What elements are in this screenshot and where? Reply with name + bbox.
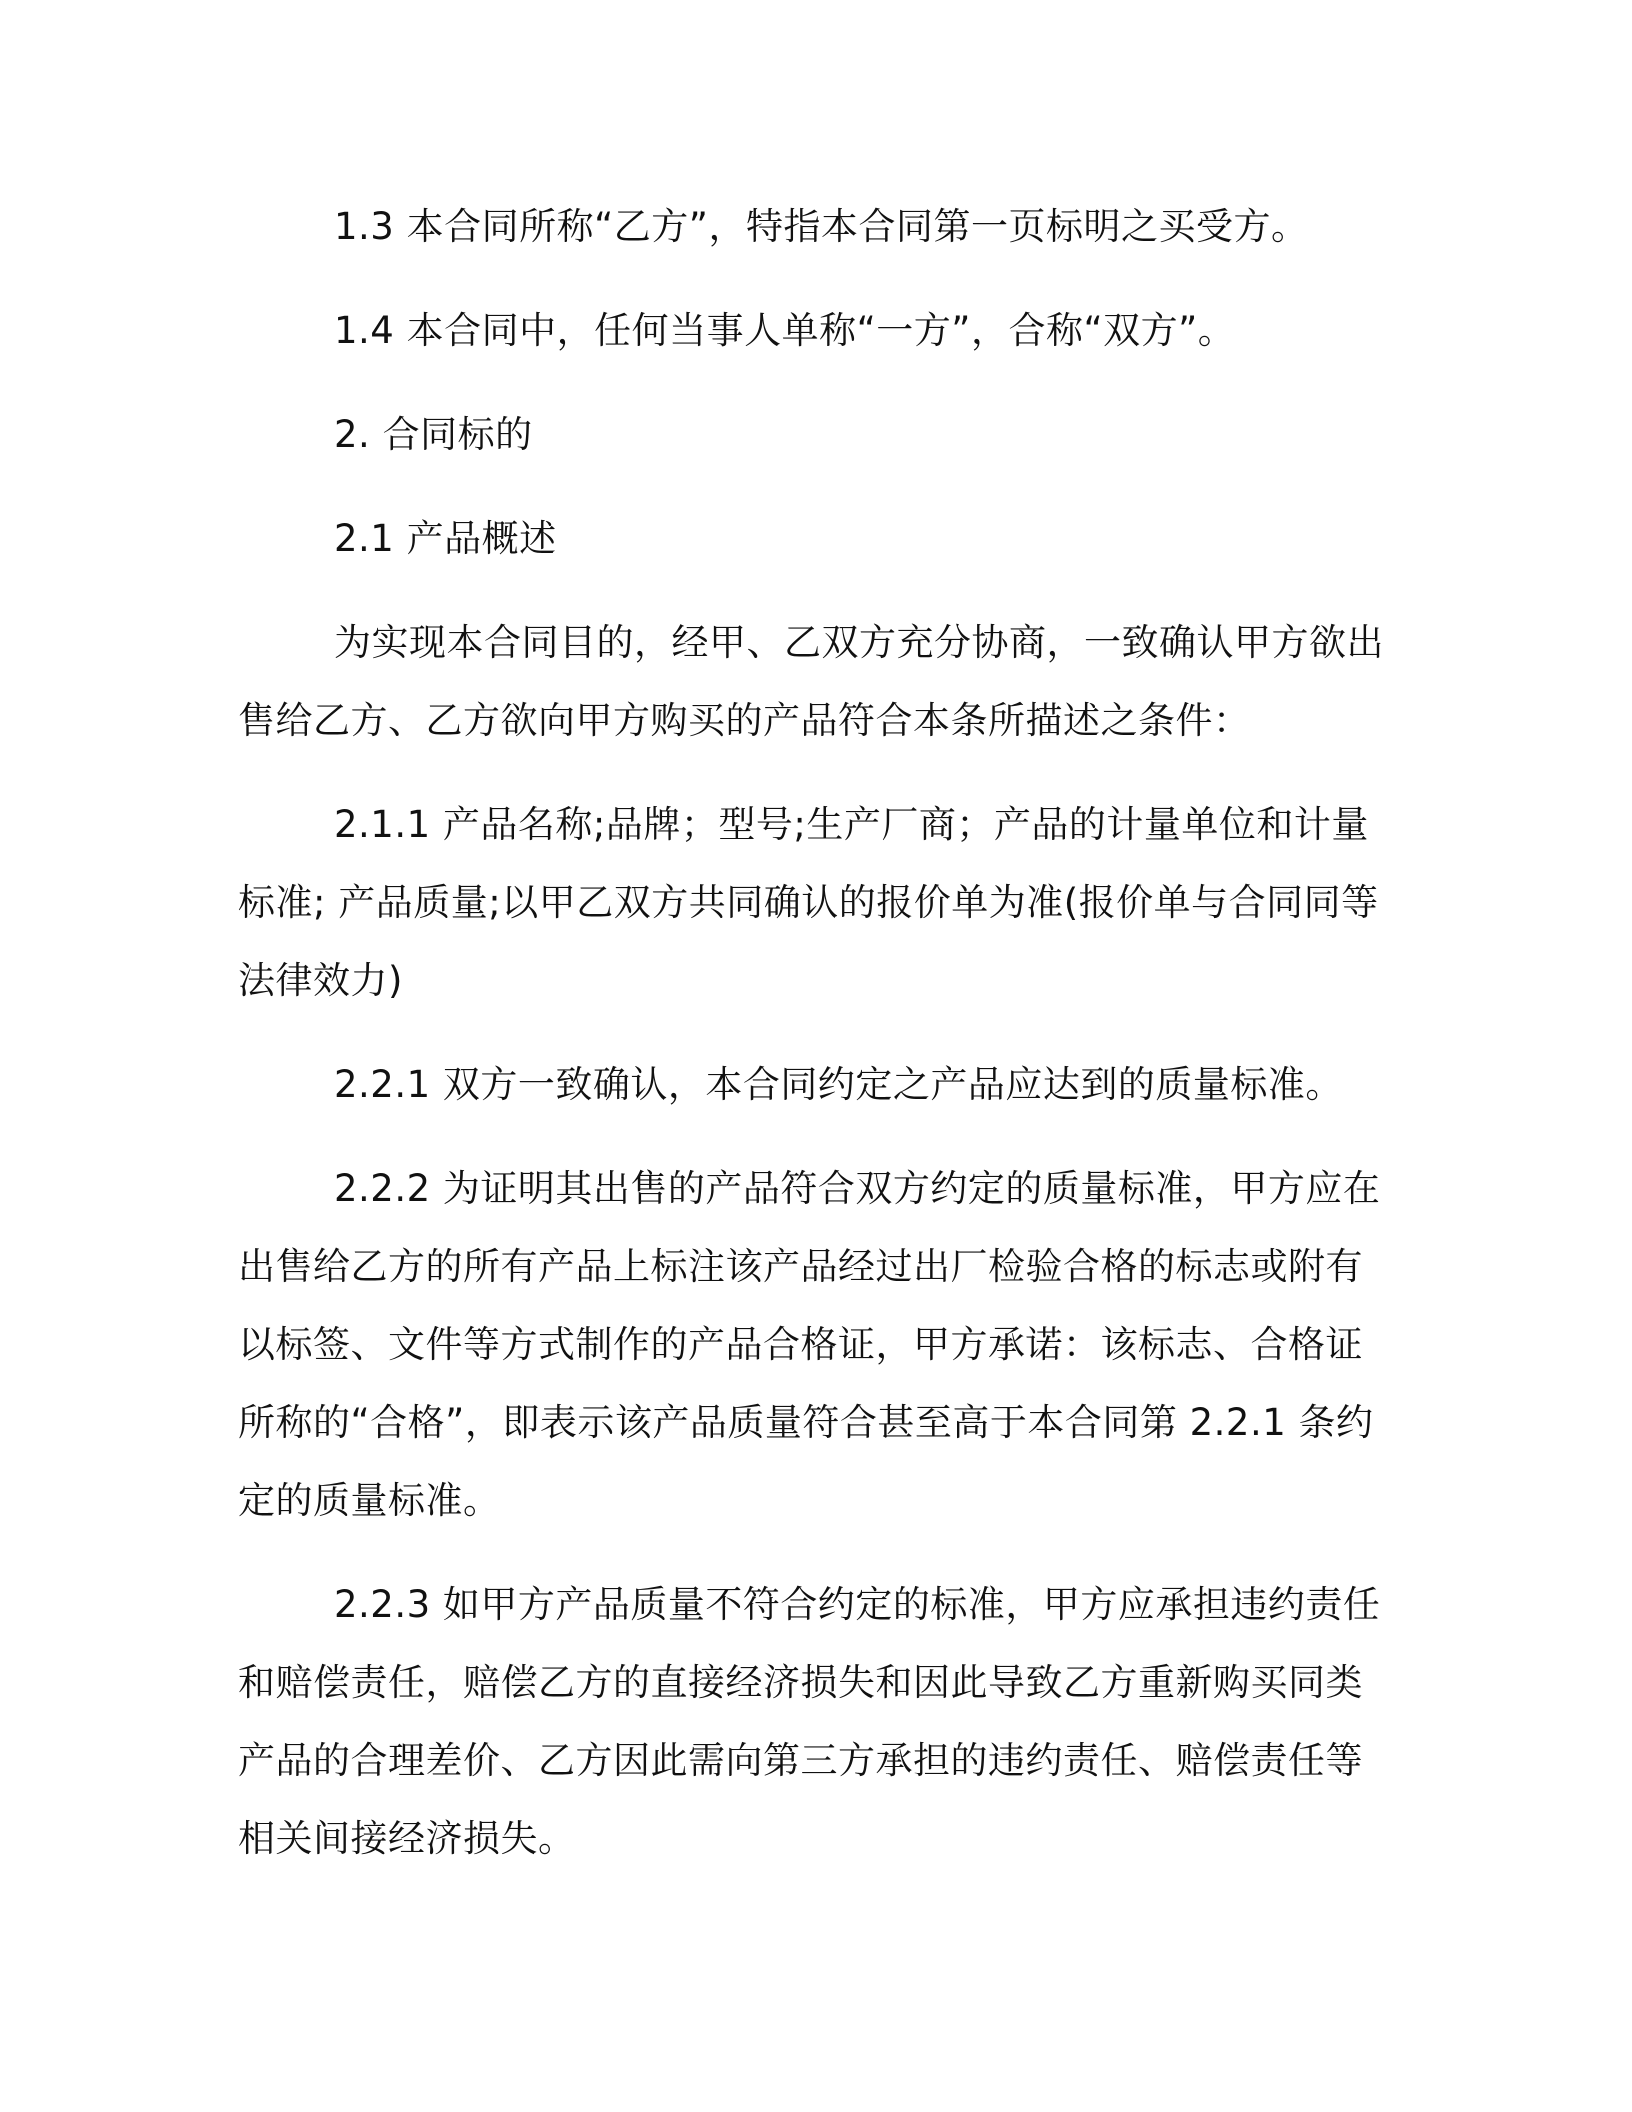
- clause-2-2-3: 2.2.3 如甲方产品质量不符合约定的标准，甲方应承担违约责任和赔偿责任，赔偿乙方的直接经济损失和因此导致乙方重新购买同类产品的合理差价、乙方因此需向第三方承担的违约责任、赔偿责任等相关间接经济损失。: [238, 1583, 1381, 1860]
- section-2-heading: 2. 合同标的: [334, 413, 533, 456]
- clause-1-3: 1.3 本合同所称“乙方”，特指本合同第一页标明之买受方。: [334, 205, 1309, 248]
- clause-2-2-2: 2.2.2 为证明其出售的产品符合双方约定的质量标准，甲方应在出售给乙方的所有产品上标注该产品经过出厂检验合格的标志或附有以标签、文件等方式制作的产品合格证，甲方承诺：该标志、合格证所称的“合格”，即表示该产品质量符合甚至高于本合同第 2.2.1 条约定的质量标准。: [238, 1167, 1381, 1522]
- section-2-1-intro: 为实现本合同目的，经甲、乙双方充分协商，一致确认甲方欲出售给乙方、乙方欲向甲方购买的产品符合本条所描述之条件：: [238, 621, 1384, 742]
- clause-1-4: 1.4 本合同中，任何当事人单称“一方”，合称“双方”。: [334, 309, 1236, 352]
- clause-2-1-1: 2.1.1 产品名称;品牌；型号;生产厂商；产品的计量单位和计量标准; 产品质量;以甲乙双方共同确认的报价单为准(报价单与合同同等法律效力): [238, 803, 1379, 1002]
- document-page: [238, 188, 1398, 1904]
- clause-2-2-1: 2.2.1 双方一致确认，本合同约定之产品应达到的质量标准。: [334, 1063, 1343, 1106]
- section-2-1-heading: 2.1 产品概述: [334, 517, 557, 560]
